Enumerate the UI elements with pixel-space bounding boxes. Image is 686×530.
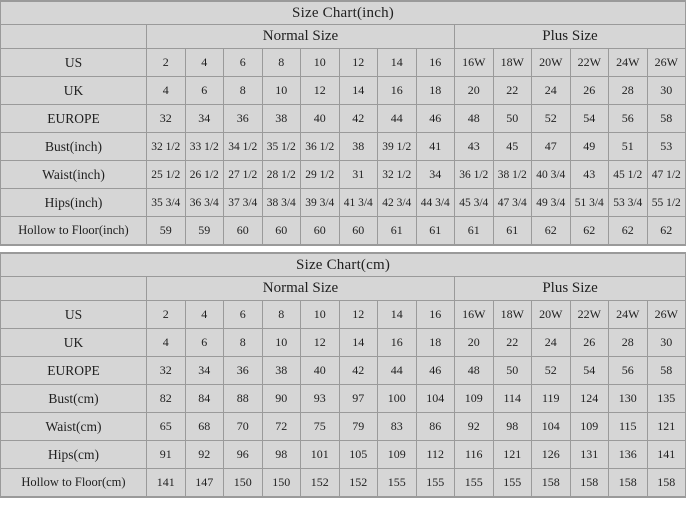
- table-cell: 130: [609, 385, 648, 413]
- table-cell: 24: [532, 329, 571, 357]
- table-cell: 155: [378, 469, 417, 497]
- table-cell: 54: [570, 105, 609, 133]
- table-cell: 6: [185, 77, 224, 105]
- table-cell: 131: [570, 441, 609, 469]
- table-cell: 32 1/2: [147, 133, 186, 161]
- table-cell: 58: [647, 105, 686, 133]
- table-cell: 96: [224, 441, 263, 469]
- table-cell: 50: [493, 357, 532, 385]
- table-row: [1, 161, 686, 189]
- table-cell: 16: [416, 301, 455, 329]
- table-cell: 109: [570, 413, 609, 441]
- table-cell: 91: [147, 441, 186, 469]
- table-cell: 14: [378, 49, 417, 77]
- table-cell: 53: [647, 133, 686, 161]
- table-cell: 100: [378, 385, 417, 413]
- table-cell: 98: [493, 413, 532, 441]
- table-cell: 25 1/2: [147, 161, 186, 189]
- table-cell: 22: [493, 77, 532, 105]
- table-cell: 39 1/2: [378, 133, 417, 161]
- table-cell: 12: [339, 301, 378, 329]
- table-cell: 104: [416, 385, 455, 413]
- table-cell: 88: [224, 385, 263, 413]
- table-cell: 32: [147, 357, 186, 385]
- table-cell: 45: [493, 133, 532, 161]
- table-cell: 36 1/2: [301, 133, 340, 161]
- table-cell: 62: [532, 217, 571, 245]
- table-cell: 35 3/4: [147, 189, 186, 217]
- table-cell: 44: [378, 357, 417, 385]
- table-cell: 38: [262, 357, 301, 385]
- table-cell: 40: [301, 105, 340, 133]
- table-cell: 22W: [570, 49, 609, 77]
- table-cell: 34: [416, 161, 455, 189]
- table-cell: 14: [339, 329, 378, 357]
- size-chart-cm-block: [0, 252, 686, 498]
- row-header: Hips(cm): [1, 441, 147, 469]
- row-header: Bust(cm): [1, 385, 147, 413]
- table-cell: 8: [262, 301, 301, 329]
- table-cell: 22W: [570, 301, 609, 329]
- table-cell: 4: [147, 77, 186, 105]
- table-cell: 30: [647, 329, 686, 357]
- table-cell: 41 3/4: [339, 189, 378, 217]
- size-chart-inch-body: [1, 2, 686, 245]
- table-cell: 60: [301, 217, 340, 245]
- table-cell: 51 3/4: [570, 189, 609, 217]
- corner-cell: [1, 277, 147, 301]
- table-cell: 4: [147, 329, 186, 357]
- table-cell: 62: [609, 217, 648, 245]
- row-header: Bust(inch): [1, 133, 147, 161]
- table-cell: 152: [301, 469, 340, 497]
- table-cell: 36: [224, 105, 263, 133]
- table-cell: 10: [301, 301, 340, 329]
- table-cell: 29 1/2: [301, 161, 340, 189]
- row-header: Waist(inch): [1, 161, 147, 189]
- table-cell: 60: [339, 217, 378, 245]
- table-cell: 56: [609, 357, 648, 385]
- table-cell: 60: [262, 217, 301, 245]
- table-cell: 58: [647, 357, 686, 385]
- table-cell: 40: [301, 357, 340, 385]
- table-cell: 40 3/4: [532, 161, 571, 189]
- table-cell: 55 1/2: [647, 189, 686, 217]
- table-row: [1, 301, 686, 329]
- size-chart-inch-table: [0, 1, 686, 245]
- size-chart-cm-body: [1, 254, 686, 497]
- table-cell: 26: [570, 329, 609, 357]
- table-cell: 18: [416, 77, 455, 105]
- table-cell: 45 3/4: [455, 189, 494, 217]
- table-cell: 68: [185, 413, 224, 441]
- table-cell: 10: [301, 49, 340, 77]
- table-cell: 61: [378, 217, 417, 245]
- table-cell: 20W: [532, 49, 571, 77]
- table-cell: 18W: [493, 301, 532, 329]
- table-cell: 61: [416, 217, 455, 245]
- table-cell: 44: [378, 105, 417, 133]
- table-cell: 33 1/2: [185, 133, 224, 161]
- table-cell: 52: [532, 357, 571, 385]
- table-cell: 8: [224, 329, 263, 357]
- table-cell: 82: [147, 385, 186, 413]
- table-cell: 32 1/2: [378, 161, 417, 189]
- table-cell: 65: [147, 413, 186, 441]
- table-cell: 2: [147, 49, 186, 77]
- size-chart-inch-block: [0, 0, 686, 246]
- table-cell: 121: [493, 441, 532, 469]
- table-cell: 47: [532, 133, 571, 161]
- table-cell: 12: [301, 329, 340, 357]
- table-cell: 24W: [609, 49, 648, 77]
- chart-title: Size Chart(inch): [1, 2, 686, 25]
- table-cell: 28: [609, 77, 648, 105]
- table-row: [1, 77, 686, 105]
- table-cell: 28 1/2: [262, 161, 301, 189]
- table-cell: 16: [378, 329, 417, 357]
- table-cell: 16W: [455, 301, 494, 329]
- table-cell: 54: [570, 357, 609, 385]
- table-cell: 48: [455, 357, 494, 385]
- corner-cell: [1, 25, 147, 49]
- table-row: [1, 133, 686, 161]
- table-cell: 42: [339, 105, 378, 133]
- table-cell: 97: [339, 385, 378, 413]
- table-cell: 70: [224, 413, 263, 441]
- table-cell: 24: [532, 77, 571, 105]
- chart-title-row: [1, 254, 686, 277]
- table-cell: 48: [455, 105, 494, 133]
- row-header: UK: [1, 77, 147, 105]
- table-cell: 135: [647, 385, 686, 413]
- table-cell: 27 1/2: [224, 161, 263, 189]
- table-cell: 44 3/4: [416, 189, 455, 217]
- table-cell: 36 3/4: [185, 189, 224, 217]
- table-cell: 14: [378, 301, 417, 329]
- table-cell: 39 3/4: [301, 189, 340, 217]
- chart-group-row: [1, 277, 686, 301]
- table-cell: 34: [185, 357, 224, 385]
- table-cell: 26: [570, 77, 609, 105]
- table-cell: 42: [339, 357, 378, 385]
- table-cell: 43: [455, 133, 494, 161]
- table-cell: 136: [609, 441, 648, 469]
- table-cell: 2: [147, 301, 186, 329]
- table-cell: 8: [262, 49, 301, 77]
- table-cell: 38: [262, 105, 301, 133]
- table-cell: 147: [185, 469, 224, 497]
- table-cell: 36: [224, 357, 263, 385]
- table-cell: 16W: [455, 49, 494, 77]
- size-chart-cm-table: [0, 253, 686, 497]
- table-cell: 22: [493, 329, 532, 357]
- table-cell: 4: [185, 49, 224, 77]
- table-cell: 6: [224, 301, 263, 329]
- table-cell: 93: [301, 385, 340, 413]
- table-cell: 26W: [647, 301, 686, 329]
- table-cell: 34 1/2: [224, 133, 263, 161]
- table-cell: 158: [532, 469, 571, 497]
- table-cell: 150: [224, 469, 263, 497]
- table-cell: 62: [647, 217, 686, 245]
- table-cell: 124: [570, 385, 609, 413]
- table-cell: 10: [262, 329, 301, 357]
- table-cell: 112: [416, 441, 455, 469]
- table-cell: 56: [609, 105, 648, 133]
- table-cell: 35 1/2: [262, 133, 301, 161]
- table-cell: 24W: [609, 301, 648, 329]
- group-header: Normal Size: [147, 277, 455, 301]
- table-cell: 121: [647, 413, 686, 441]
- group-header: Plus Size: [455, 25, 686, 49]
- table-cell: 37 3/4: [224, 189, 263, 217]
- table-cell: 18: [416, 329, 455, 357]
- table-cell: 20: [455, 329, 494, 357]
- table-cell: 59: [185, 217, 224, 245]
- table-cell: 42 3/4: [378, 189, 417, 217]
- group-header: Normal Size: [147, 25, 455, 49]
- chart-group-row: [1, 25, 686, 49]
- table-cell: 141: [647, 441, 686, 469]
- table-cell: 26W: [647, 49, 686, 77]
- table-cell: 30: [647, 77, 686, 105]
- row-header: Hollow to Floor(inch): [1, 217, 147, 245]
- table-cell: 155: [455, 469, 494, 497]
- table-cell: 150: [262, 469, 301, 497]
- table-cell: 72: [262, 413, 301, 441]
- table-cell: 52: [532, 105, 571, 133]
- table-cell: 109: [378, 441, 417, 469]
- table-cell: 49: [570, 133, 609, 161]
- table-cell: 12: [339, 49, 378, 77]
- table-cell: 14: [339, 77, 378, 105]
- table-row: [1, 385, 686, 413]
- row-header: US: [1, 49, 147, 77]
- table-cell: 84: [185, 385, 224, 413]
- table-cell: 86: [416, 413, 455, 441]
- table-cell: 4: [185, 301, 224, 329]
- table-cell: 90: [262, 385, 301, 413]
- table-row: [1, 329, 686, 357]
- table-cell: 50: [493, 105, 532, 133]
- row-header: Hollow to Floor(cm): [1, 469, 147, 497]
- table-row: [1, 413, 686, 441]
- table-cell: 152: [339, 469, 378, 497]
- table-cell: 51: [609, 133, 648, 161]
- table-cell: 109: [455, 385, 494, 413]
- table-cell: 98: [262, 441, 301, 469]
- table-cell: 155: [493, 469, 532, 497]
- table-cell: 16: [416, 49, 455, 77]
- table-cell: 49 3/4: [532, 189, 571, 217]
- table-cell: 34: [185, 105, 224, 133]
- table-cell: 104: [532, 413, 571, 441]
- table-cell: 83: [378, 413, 417, 441]
- table-cell: 53 3/4: [609, 189, 648, 217]
- table-cell: 41: [416, 133, 455, 161]
- table-cell: 61: [455, 217, 494, 245]
- table-cell: 8: [224, 77, 263, 105]
- table-cell: 16: [378, 77, 417, 105]
- table-cell: 20: [455, 77, 494, 105]
- table-row: [1, 105, 686, 133]
- table-cell: 28: [609, 329, 648, 357]
- table-row: [1, 357, 686, 385]
- row-header: Hips(inch): [1, 189, 147, 217]
- table-cell: 61: [493, 217, 532, 245]
- table-cell: 47 3/4: [493, 189, 532, 217]
- table-cell: 38 1/2: [493, 161, 532, 189]
- table-cell: 20W: [532, 301, 571, 329]
- table-cell: 158: [647, 469, 686, 497]
- table-cell: 47 1/2: [647, 161, 686, 189]
- table-cell: 119: [532, 385, 571, 413]
- table-cell: 115: [609, 413, 648, 441]
- table-cell: 26 1/2: [185, 161, 224, 189]
- table-cell: 126: [532, 441, 571, 469]
- table-cell: 92: [455, 413, 494, 441]
- chart-title-row: [1, 2, 686, 25]
- table-cell: 158: [609, 469, 648, 497]
- table-cell: 46: [416, 357, 455, 385]
- row-header: EUROPE: [1, 105, 147, 133]
- table-cell: 36 1/2: [455, 161, 494, 189]
- group-header: Plus Size: [455, 277, 686, 301]
- table-cell: 32: [147, 105, 186, 133]
- table-cell: 79: [339, 413, 378, 441]
- table-row: [1, 217, 686, 245]
- table-cell: 75: [301, 413, 340, 441]
- table-cell: 116: [455, 441, 494, 469]
- row-header: EUROPE: [1, 357, 147, 385]
- table-row: [1, 469, 686, 497]
- table-cell: 60: [224, 217, 263, 245]
- table-cell: 141: [147, 469, 186, 497]
- row-header: UK: [1, 329, 147, 357]
- chart-title: Size Chart(cm): [1, 254, 686, 277]
- table-cell: 62: [570, 217, 609, 245]
- table-cell: 6: [185, 329, 224, 357]
- table-cell: 6: [224, 49, 263, 77]
- table-cell: 92: [185, 441, 224, 469]
- table-cell: 105: [339, 441, 378, 469]
- table-row: [1, 189, 686, 217]
- row-header: US: [1, 301, 147, 329]
- row-header: Waist(cm): [1, 413, 147, 441]
- table-cell: 158: [570, 469, 609, 497]
- table-cell: 43: [570, 161, 609, 189]
- table-cell: 114: [493, 385, 532, 413]
- table-cell: 38: [339, 133, 378, 161]
- table-cell: 31: [339, 161, 378, 189]
- table-cell: 59: [147, 217, 186, 245]
- table-cell: 38 3/4: [262, 189, 301, 217]
- table-cell: 45 1/2: [609, 161, 648, 189]
- table-cell: 155: [416, 469, 455, 497]
- table-row: [1, 49, 686, 77]
- table-cell: 12: [301, 77, 340, 105]
- table-cell: 10: [262, 77, 301, 105]
- table-cell: 101: [301, 441, 340, 469]
- table-cell: 18W: [493, 49, 532, 77]
- table-row: [1, 441, 686, 469]
- table-cell: 46: [416, 105, 455, 133]
